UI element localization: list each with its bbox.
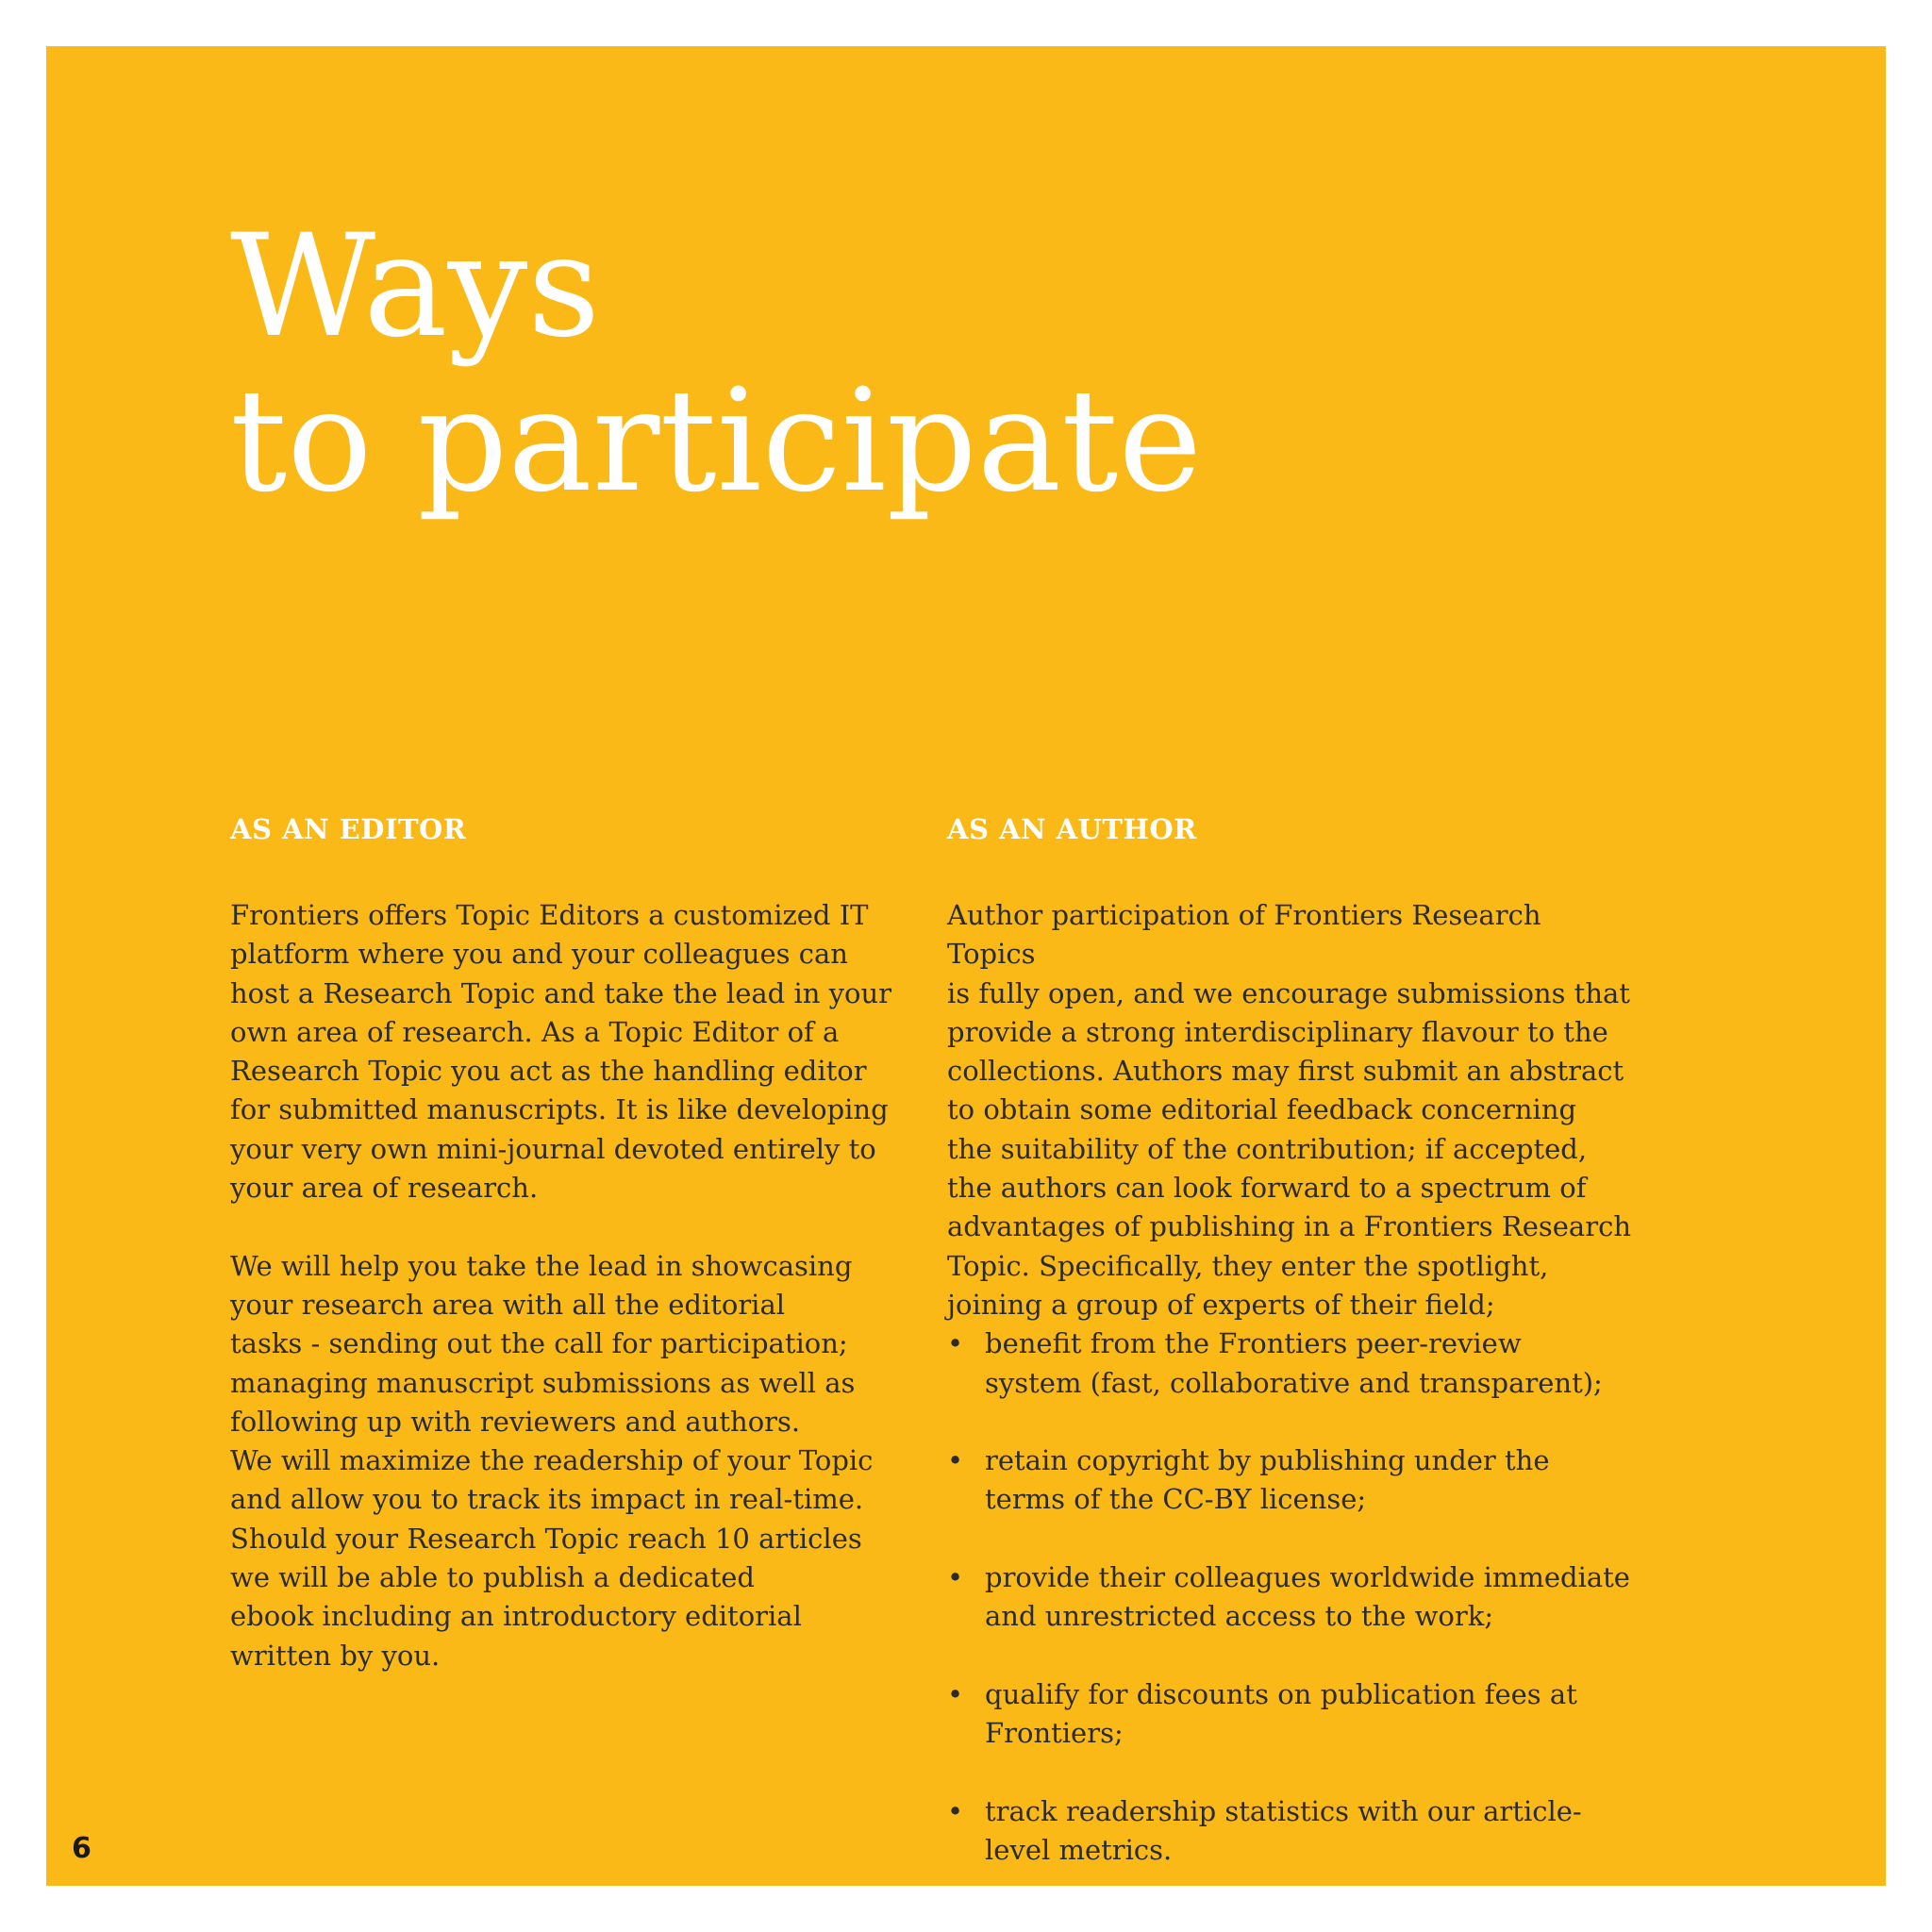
author-section [947, 808, 1636, 1870]
author-benefit-item: • qualify for discounts on publication fees at Frontiers; [947, 1675, 1636, 1754]
page-title [230, 205, 1203, 524]
author-benefit-item: • track readership statistics with our article- level metrics. [947, 1792, 1636, 1871]
author-heading: AS AN AUTHOR [947, 813, 1197, 845]
editor-paragraph-1: Frontiers offers Topic Editors a customized IT platform where you and your colleagues can host a Research Topic and take the lead in your own area of research. As a Topic Editor of a Research Topic you act as the handling editor for submitted manuscripts. It is like developing your very own mini-journal devoted entirely to your area of research. [230, 899, 891, 1205]
author-benefit-item: • provide their colleagues worldwide immediate and unrestricted access to the work; [947, 1558, 1636, 1637]
author-benefit-item: • retain copyright by publishing under the terms of the CC-BY license; [947, 1441, 1636, 1520]
author-benefit-item: • benefit from the Frontiers peer-review system (fast, collaborative and transparent); [947, 1324, 1636, 1403]
editor-paragraph-2: We will help you take the lead in showcasing your research area with all the editorial tasks - sending out the call for participation; managing manuscript submissions as well as following up with reviewers and authors. We will maximize the readership of your Topic and allow you to track its impact in real-time. Should your Research Topic reach 10 articles we will be able to publish a dedicated ebook including an introductory editorial written by you. [230, 1249, 874, 1672]
page-title-line-1: Ways [230, 205, 601, 369]
editor-heading: AS AN EDITOR [230, 813, 467, 845]
author-paragraph: Author participation of Frontiers Research Topics is fully open, and we encourage submissions that provide a strong interdisciplinary flavour to the collections. Authors may first submit an abstract to obtain some editorial feedback concerning the suitability of the contribution; if accepted, the authors can look forward to a spectrum of advantages of publishing in a Frontiers Research Topic. Specifically, they enter the spotlight, joining a group of experts of their field; [947, 899, 1631, 1321]
page-number: 6 [72, 1832, 92, 1865]
author-benefits-list [947, 1324, 1636, 1870]
page-title-line-2: to participate [230, 359, 1203, 524]
editor-section [230, 808, 909, 1675]
